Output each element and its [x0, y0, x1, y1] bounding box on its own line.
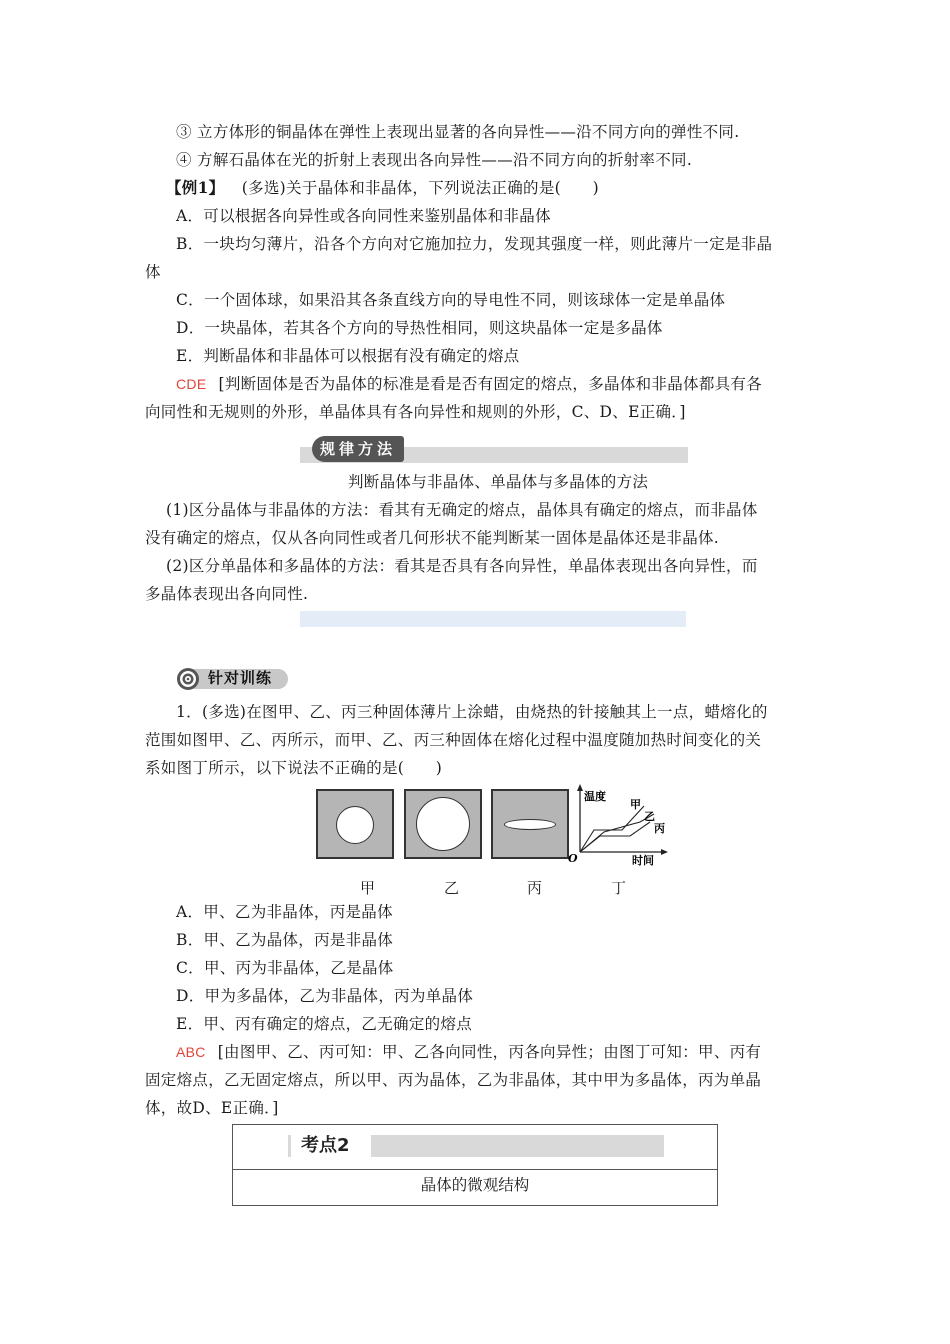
method-title: 判断晶体与非晶体、单晶体与多晶体的方法	[348, 473, 649, 491]
origin-label: O	[568, 852, 578, 865]
option-c: C．一个固体球，如果沿其各条直线方向的导电性不同，则该球体一定是单晶体	[176, 291, 726, 309]
training-stem-3: 系如图丁所示，以下说法不正确的是( )	[145, 759, 443, 777]
caption-jia: 甲	[360, 879, 376, 897]
example-question: (多选)关于晶体和非晶体，下列说法正确的是( )	[241, 179, 599, 197]
training-banner-label: 针对训练	[208, 669, 273, 687]
temperature-time-graph	[560, 782, 680, 868]
option-a: A．可以根据各向异性或各向同性来鉴别晶体和非晶体	[176, 207, 551, 225]
option-d: D．一块晶体，若其各个方向的导热性相同，则这块晶体一定是多晶体	[176, 319, 663, 337]
method-line-3: (2)区分单晶体和多晶体的方法：看其是否具有各向异性，单晶体表现出各向异性，而	[166, 557, 758, 575]
explanation-line-1: [判断固体是否为晶体的标准是看是否有固定的熔点，多晶体和非晶体都具有各	[218, 375, 763, 393]
melt-ellipse	[504, 819, 556, 830]
training-explanation-2: 固定熔点，乙无固定熔点，所以甲、丙为晶体，乙为非晶体，其中甲为多晶体，丙为单晶	[145, 1071, 762, 1089]
curve-yi	[580, 814, 654, 852]
y-axis-label: 温度	[584, 790, 606, 803]
melt-circle-large	[416, 797, 470, 851]
curve-label-yi: 乙	[644, 810, 655, 823]
section-2-tag: 考点2	[301, 1135, 350, 1156]
training-option-e: E．甲、丙有确定的熔点，乙无确定的熔点	[176, 1015, 473, 1033]
sample-yi	[404, 789, 482, 859]
option-e: E．判断晶体和非晶体可以根据有没有确定的熔点	[176, 347, 520, 365]
y-axis-arrow	[577, 784, 583, 791]
training-explanation-1: [由图甲、乙、丙可知：甲、乙各向同性，丙各向异性；由图丁可知：甲、丙有	[217, 1043, 762, 1061]
training-explanation-3: 体，故D、E正确．]	[145, 1099, 279, 1117]
example-1-stem	[166, 178, 599, 198]
training-stem-2: 范围如图甲、乙、丙所示，而甲、乙、丙三种固体在熔化过程中温度随加热时间变化的关	[145, 731, 762, 749]
target-icon	[176, 667, 200, 691]
method-end-bar	[300, 611, 686, 627]
answer-key: CDE	[176, 376, 207, 392]
sample-jia	[316, 789, 394, 859]
melt-circle-small	[336, 806, 374, 844]
caption-yi: 乙	[444, 879, 460, 897]
training-option-d: D．甲为多晶体，乙为非晶体，丙为单晶体	[176, 987, 474, 1005]
training-stem-1: 1．(多选)在图甲、乙、丙三种固体薄片上涂蜡，由烧热的针接触其上一点，蜡熔化的	[176, 703, 768, 721]
method-banner-label: 规律方法	[312, 436, 404, 462]
example-1-answer-line	[176, 374, 762, 394]
option-b-cont: 体	[145, 263, 161, 281]
training-answer-line	[176, 1042, 761, 1062]
section-2-divider	[233, 1169, 717, 1170]
option-b: B．一块均匀薄片，沿各个方向对它施加拉力，发现其强度一样，则此薄片一定是非晶	[176, 235, 773, 253]
example-tag: 【例1】	[166, 178, 225, 197]
training-option-a: A．甲、乙为非晶体，丙是晶体	[176, 903, 393, 921]
explanation-line-2: 向同性和无规则的外形，单晶体具有各向异性和规则的外形，C、D、E正确．]	[145, 403, 686, 421]
method-line-2: 没有确定的熔点，仅从各向同性或者几何形状不能判断某一固体是晶体还是非晶体.	[145, 529, 720, 547]
x-axis-label: 时间	[632, 854, 654, 867]
intro-line-3: ③ 立方体形的铜晶体在弹性上表现出显著的各向异性——沿不同方向的弹性不同.	[176, 123, 740, 141]
method-line-4: 多晶体表现出各向同性.	[145, 585, 309, 603]
sample-bing	[491, 789, 569, 859]
caption-bing: 丙	[527, 879, 543, 897]
x-axis-arrow	[661, 849, 668, 855]
curve-label-jia: 甲	[630, 798, 641, 811]
curve-jia	[580, 806, 644, 852]
training-option-b: B．甲、乙为晶体，丙是非晶体	[176, 931, 394, 949]
section-2-box	[232, 1124, 718, 1206]
intro-line-4: ④ 方解石晶体在光的折射上表现出各向异性——沿不同方向的折射率不同.	[176, 151, 693, 169]
training-option-c: C．甲、丙为非晶体，乙是晶体	[176, 959, 394, 977]
section-2-title: 晶体的微观结构	[420, 1176, 530, 1194]
training-banner	[172, 665, 290, 691]
curve-bing	[580, 822, 650, 852]
caption-ding: 丁	[611, 879, 627, 897]
method-line-1: (1)区分晶体与非晶体的方法：看其有无确定的熔点，晶体具有确定的熔点，而非晶体	[166, 501, 758, 519]
curve-label-bing: 丙	[654, 822, 665, 835]
training-answer-key: ABC	[176, 1044, 206, 1060]
